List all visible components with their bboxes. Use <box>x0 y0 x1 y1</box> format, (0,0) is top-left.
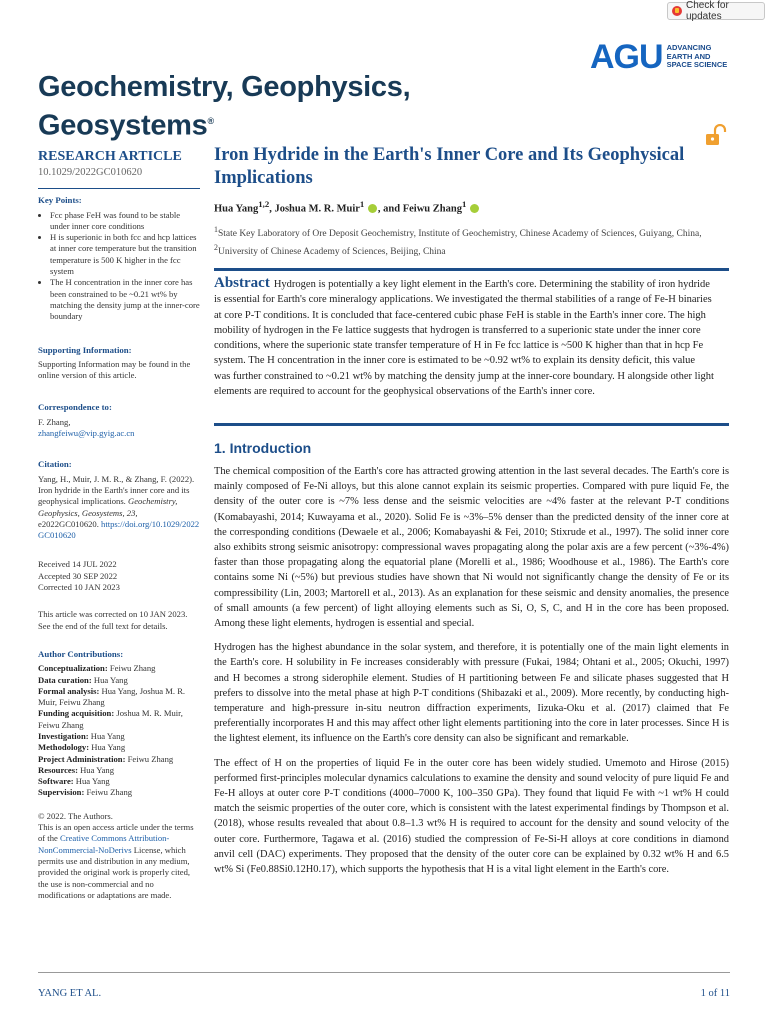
article-sidebar <box>38 148 200 901</box>
license-link[interactable]: Creative Commons Attribution-NonCommercial-NoDerivs <box>38 833 170 855</box>
check-for-updates-button[interactable] <box>667 2 765 20</box>
author-name: Feiwu Zhang <box>402 203 462 215</box>
correspondence-heading: Correspondence to: <box>38 402 112 413</box>
author-list: Hua Yang$^{1,2}$, Joshua M. R. Muir$^1$ , and Feiwu Zhang$^1$ <box>214 199 480 215</box>
paragraph: The chemical composition of the Earth's core has attracted growing attention in the last several decades. The Earth's core is mainly composed of Fe-Ni alloys, but this alone cannot explain its seismic properties. Compared with pure liquid Fe, the density of the outer core is ~7% less dense and the seismic velocities are ~4% faster at the relevant P-T conditions (Komabayashi, 2014; Kuwayama et al., 2020). Solid Fe is ~3%–5% denser than the predicted density of the inner core at the corresponding conditions (Dewaele et al., 2006; Komabayashi & Fei, 2010; Stixrude et al., 1997). The solid inner core also exhibits strong seismic anisotropy: compressional waves propagating along the polar axis are a few percent (~3%-4%) faster than those propagating along the equatorial plane (Morelli et al., 1986; Woodhouse et al., 1986). The Earth's core contains some Ni (~5%) but previous studies have shown that Ni would not significantly change the density of Fe or its compressibility (Lin, 2003; Martorell et al., 2013). As an explanation for these seismic and density anomalies, the presence of small amounts (a few percent) of light alloying elements such as Si, O, S, C, and H in the core has been proposed. Among these light elements, hydrogen is essential and special. <box>214 466 729 630</box>
abstract-heading: Abstract <box>214 275 270 291</box>
crossmark-icon <box>672 6 682 16</box>
open-access-icon <box>704 124 728 146</box>
orcid-icon[interactable] <box>470 204 479 213</box>
citation-doi-link[interactable]: https://doi.org/10.1029/2022GC010620 <box>38 518 200 541</box>
citation-text: Yang, H., Muir, J. M. R., & Zhang, F. (2022). Iron hydride in the Earth's inner core and its geophysical implications. Geochemistry, Geophysics, Geosystems, 23, e2022GC010620. https://doi.org/10.1029/2022GC010620 <box>38 473 200 541</box>
article-type: RESEARCH ARTICLE <box>38 149 182 164</box>
supporting-info-text: Supporting Information may be found in the online version of this article. <box>38 358 191 381</box>
affiliations: $^1$State Key Laboratory of Ore Deposit Geochemistry, Institute of Geochemistry, Chinese Academy of Sciences, Guiyang, China, $^2$University of Chinese Academy of Sciences, Beijing, China <box>214 225 702 258</box>
orcid-icon[interactable] <box>368 204 377 213</box>
article-body <box>214 464 729 886</box>
journal-title: Geochemistry, Geophysics, Geosystems® <box>38 71 411 142</box>
paragraph: Hydrogen has the highest abundance in the solar system, and therefore, it is potentially one of the main light elements in the Earth's core. H solubility in Fe increases considerably with pressure (Fukai, 1984; Ohtani et al., 2005; Okuchi, 1997) and H becomes a strong siderophile element. Studies of H partitioning between Fe and silicate phases suggested that H prefers to dissolve into the metal phase at high P-T conditions (Shibazaki et al., 2009). More recently, by conducting high-temperature and high-pressure in-situ neutron diffraction experiments, Iizuka-Oku et al. (2017) claimed that Fe preferentially incorporates H and this may affect other light elements partitioning into the core in later processes. Since H is the lightest element, its influence on the Earth's core density can also be significant and remarkable. <box>214 642 729 745</box>
citation-heading: Citation: <box>38 459 72 470</box>
correspondence-email-link[interactable]: zhangfeiwu@vip.gyig.ac.cn <box>38 428 135 439</box>
abstract <box>214 276 714 399</box>
author-name: Joshua M. R. Muir <box>274 203 360 215</box>
correction-note: This article was corrected on 10 JAN 2023. See the end of the full text for details. <box>38 609 188 631</box>
section-heading-introduction: 1. Introduction <box>214 440 312 456</box>
abstract-top-rule <box>214 268 729 271</box>
check-for-updates-label: Check for updates <box>686 0 729 22</box>
page-number: 1 of 11 <box>700 988 730 999</box>
key-points-heading: Key Points: <box>38 195 82 206</box>
license-block: © 2022. The Authors. This is an open access article under the terms of the Creative Commons Attribution-NonCommercial-NoDerivs License, which permits use and distribution in any medium, provided the original work is properly cited, the use is non-commercial and no modifications or adaptations are made. <box>38 811 200 901</box>
supporting-info-heading: Supporting Information: <box>38 344 132 355</box>
agu-tagline: ADVANCING EARTH AND SPACE SCIENCE <box>666 43 728 70</box>
correspondence-name: F. Zhang, <box>38 416 71 427</box>
article-doi: 10.1029/2022GC010620 <box>38 167 143 178</box>
abstract-text: Hydrogen is potentially a key light element in the Earth's core. Determining the stability of iron hydride is essential for Earth's core mineralogy applications. We investigated the thermal stabilities of a range of Fe-H binaries at core P-T conditions. It is concluded that face-centered cubic phase FeH is stable in the Earth's inner core. The high mobility of hydrogen in the Fe lattice suggests that hydrogen is transferred to a superionic state under the inner core conditions, where the superionic state transfer temperature of H in Fe fcc lattice is ~500 K higher than that in hcp Fe system. The H concentration in the inner core is estimated to be ~0.92 wt% to explain its density deficit, this value was further constrained to ~0.21 wt% by matching the density jump at the inner-core boundary. H alongside other light elements are required to account for the geophysical observations of the Earth's inner core. <box>214 279 714 398</box>
agu-logo <box>590 40 727 74</box>
copyright-text: © 2022. The Authors. <box>38 810 113 821</box>
author-contributions: Author Contributions: Conceptualization: Feiwu Zhang Data curation: Hua Yang Formal analysis: Hua Yang, Joshua M. R. Muir, Feiwu Zhang Funding acquisition: Joshua M. R. Muir, Feiwu Zhang Investigation: Hua Yang Methodology: Hua Yang Project Administration: Feiwu Zhang Resources: Hua Yang Software: Hua Yang Supervision: Feiwu Zhang <box>38 648 186 798</box>
sidebar-divider <box>38 188 200 189</box>
list-item: • The H concentration in the inner core has been constrained to be ~0.21 wt% by matching the density jump at the inner-core boundary <box>50 277 200 322</box>
list-item: • Fcc phase FeH was found to be stable under inner core conditions <box>50 210 200 233</box>
key-points-list <box>38 210 200 323</box>
article-dates: Received 14 JUL 2022 Accepted 30 SEP 2022 Corrected 10 JAN 2023 <box>38 559 120 593</box>
paragraph: The effect of H on the properties of liquid Fe in the outer core has been widely studied. Umemoto and Hirose (2015) performed first-principles molecular dynamics calculations to examine the density and sound velocity of pure liquid Fe and Fe-H alloys at outer core P-T conditions (4000–7000 K, 100–350 GPa). They found that liquid Fe with ~1 wt% H could match the seismic properties of the outer core, which is consistent with the latest experimental findings by Thompson et al. (2018), whose results revealed that about 0.8–1.3 wt% H is required to account for the density and sound velocity of the outer core. Furthermore, Tagawa et al. (2016) studied the compression of Fe-Si-H alloys at core conditions in diamond anvil cell (DAC) experiments. They proposed that the density of the outer core can be explained by 0.32 wt% H and 6.5 wt% Si (Fe0.88Si0.12H0.17), which supports the hypothesis that H is a vital light element in the Earth's core. <box>214 757 729 876</box>
footer-running-head: YANG ET AL. <box>38 988 102 999</box>
footer-rule <box>38 972 730 973</box>
agu-mark: AGU <box>590 38 663 76</box>
list-item: • H is superionic in both fcc and hcp lattices at inner core temperature but the transition temperature is 500 K higher in the fcc system <box>50 232 200 277</box>
article-title: Iron Hydride in the Earth's Inner Core and Its Geophysical Implications <box>214 145 685 188</box>
author-name: Hua Yang <box>214 203 259 215</box>
abstract-bottom-rule <box>214 423 729 426</box>
